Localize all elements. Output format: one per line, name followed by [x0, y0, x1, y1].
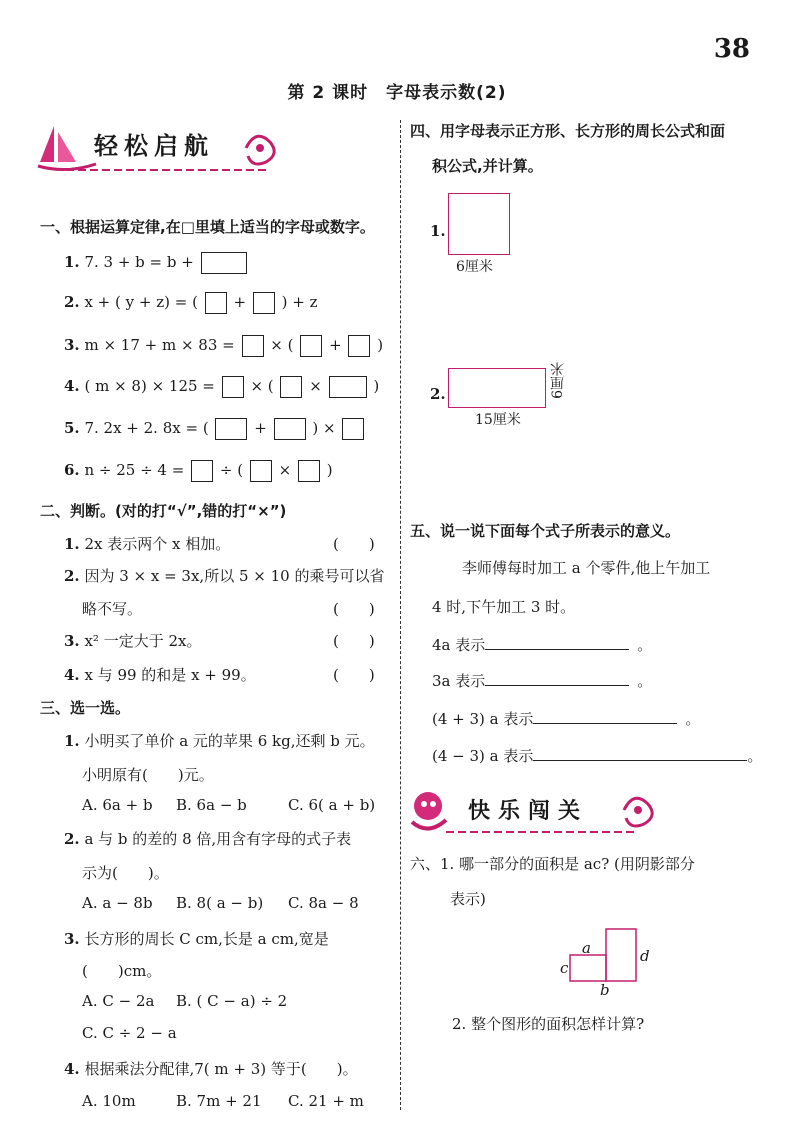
- s1-item-3: 3. m × 17 + m × 83 = × ( + ): [64, 335, 383, 357]
- s2-item-2: 2. 因为 3 × x = 3x,所以 5 × 10 的乘号可以省: [64, 567, 385, 585]
- s5-expr-2: 3a 表示 。: [432, 672, 653, 690]
- judge-paren[interactable]: ( ): [333, 632, 375, 650]
- s3-q4: 4. 根据乘法分配律,7( m + 3) 等于( )。: [64, 1060, 358, 1078]
- s5-expr-1: 4a 表示 。: [432, 636, 653, 654]
- s3-q1: 1. 小明买了单价 a 元的苹果 6 kg,还剩 b 元。: [64, 732, 375, 750]
- s3-q2-cont: 示为( )。: [82, 864, 169, 882]
- option-c[interactable]: C. C ÷ 2 − a: [82, 1024, 177, 1042]
- banner-text-top: 轻松启航: [94, 132, 214, 160]
- option-b[interactable]: B. 8( a − b): [176, 894, 264, 912]
- s4-fig1-number: 1.: [430, 222, 446, 240]
- answer-box[interactable]: [205, 292, 227, 314]
- answer-box[interactable]: [253, 292, 275, 314]
- section-6-q1: 六、1. 哪一部分的面积是 ac? (用阴影部分: [410, 855, 695, 873]
- s3-q3-cont: ( )cm。: [82, 962, 162, 980]
- answer-box[interactable]: [348, 335, 370, 357]
- section-6-q1-cont: 表示): [450, 890, 486, 908]
- s5-expr-3: (4 + 3) a 表示 。: [432, 710, 701, 728]
- option-a[interactable]: A. 6a + b: [82, 796, 153, 814]
- section-2-heading: 二、判断。(对的打“√”,错的打“×”): [40, 502, 287, 520]
- answer-line[interactable]: [485, 649, 629, 650]
- option-b[interactable]: B. 6a − b: [176, 796, 247, 814]
- s5-expr-4: (4 − 3) a 表示 。: [432, 747, 763, 765]
- rectangle-figure: [448, 368, 546, 408]
- option-c[interactable]: C. 8a − 8: [288, 894, 359, 912]
- banner-text-bottom: 快乐闯关: [468, 799, 589, 824]
- square-side-label: 6厘米: [456, 259, 493, 275]
- s3-q1-cont: 小明原有( )元。: [82, 766, 214, 784]
- answer-box[interactable]: [250, 460, 272, 482]
- judge-paren[interactable]: ( ): [333, 666, 375, 684]
- option-a[interactable]: A. 10m: [82, 1092, 136, 1110]
- answer-box[interactable]: [215, 418, 247, 440]
- s1-item-5: 5. 7. 2x + 2. 8x = ( + ) ×: [64, 418, 366, 440]
- rectangle-length-label: 15厘米: [475, 412, 521, 428]
- s5-paragraph-2: 4 时,下午加工 3 时。: [432, 598, 576, 616]
- answer-box[interactable]: [242, 335, 264, 357]
- rectangle-width-label: 6厘米: [550, 362, 566, 399]
- section-6-q2: 2. 整个图形的面积怎样计算?: [452, 1015, 645, 1033]
- s1-item-1: 1. 7. 3 + b = b +: [64, 252, 249, 274]
- column-divider: [400, 120, 401, 1110]
- label-c: c: [560, 959, 569, 977]
- section-3-heading: 三、选一选。: [40, 699, 131, 717]
- answer-box[interactable]: [280, 376, 302, 398]
- answer-box[interactable]: [300, 335, 322, 357]
- judge-paren[interactable]: ( ): [333, 600, 375, 618]
- banner-kuaile: [406, 786, 666, 846]
- s4-fig2-number: 2.: [430, 385, 446, 403]
- option-c[interactable]: C. 21 + m: [288, 1092, 364, 1110]
- answer-line[interactable]: [533, 723, 677, 724]
- s1-item-6: 6. n ÷ 25 ÷ 4 = ÷ ( × ): [64, 460, 333, 482]
- composite-figure: [560, 925, 660, 1001]
- square-figure: [448, 193, 510, 255]
- section-5-heading: 五、说一说下面每个式子所表示的意义。: [410, 522, 681, 540]
- s3-q2: 2. a 与 b 的差的 8 倍,用含有字母的式子表: [64, 830, 352, 848]
- s1-item-2: 2. x + ( y + z) = ( + ) + z: [64, 292, 318, 314]
- answer-box[interactable]: [201, 252, 247, 274]
- section-1-heading: 一、根据运算定律,在□里填上适当的字母或数字。: [40, 218, 375, 236]
- label-b: b: [600, 981, 610, 999]
- answer-box[interactable]: [222, 376, 244, 398]
- lesson-title: 第 2 课时 字母表示数(2): [287, 83, 507, 103]
- answer-box[interactable]: [329, 376, 367, 398]
- option-b[interactable]: B. ( C − a) ÷ 2: [176, 992, 288, 1010]
- label-a: a: [582, 939, 591, 957]
- option-c[interactable]: C. 6( a + b): [288, 796, 376, 814]
- label-d: d: [640, 947, 650, 965]
- judge-paren[interactable]: ( ): [333, 535, 375, 553]
- s1-item-4: 4. ( m × 8) × 125 = × ( × ): [64, 376, 379, 398]
- answer-line[interactable]: [533, 760, 747, 761]
- s2-item-1: 1. 2x 表示两个 x 相加。: [64, 535, 231, 553]
- answer-box[interactable]: [191, 460, 213, 482]
- section-4-heading: 四、用字母表示正方形、长方形的周长公式和面: [410, 122, 726, 140]
- section-4-heading-cont: 积公式,并计算。: [432, 157, 543, 175]
- s2-item-4: 4. x 与 99 的和是 x + 99。: [64, 666, 256, 684]
- answer-box[interactable]: [342, 418, 364, 440]
- answer-box[interactable]: [298, 460, 320, 482]
- option-a[interactable]: A. C − 2a: [82, 992, 155, 1010]
- s5-paragraph-1: 李师傅每时加工 a 个零件,他上午加工: [462, 559, 711, 577]
- s3-q3: 3. 长方形的周长 C cm,长是 a cm,宽是: [64, 930, 329, 948]
- page-number: 38: [713, 34, 750, 64]
- s2-item-2-cont: 略不写。: [82, 600, 143, 618]
- answer-line[interactable]: [485, 685, 629, 686]
- s2-item-3: 3. x² 一定大于 2x。: [64, 632, 202, 650]
- answer-box[interactable]: [274, 418, 306, 440]
- banner-qingsong: [36, 118, 286, 182]
- option-a[interactable]: A. a − 8b: [82, 894, 153, 912]
- option-b[interactable]: B. 7m + 21: [176, 1092, 262, 1110]
